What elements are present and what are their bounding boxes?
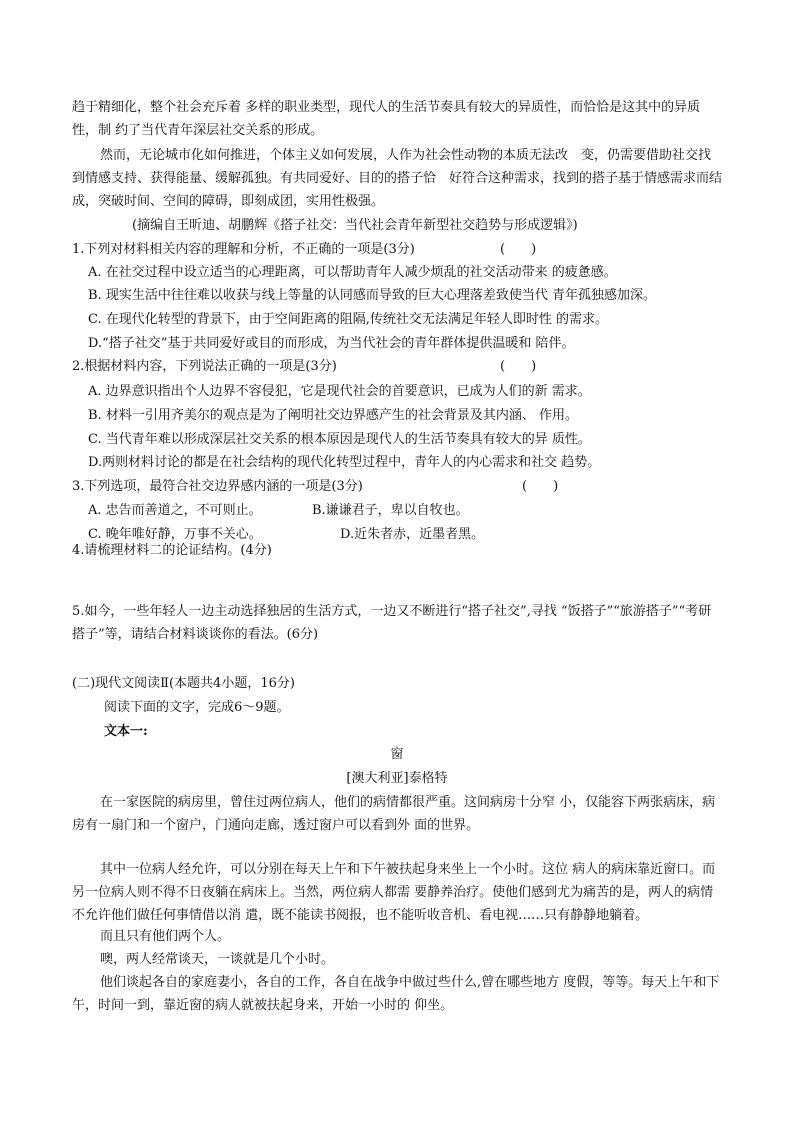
passage-paragraph: 然而，无论城市化如何推进，个体主义如何发展，人作为社会性动物的本质无法改 变，仍需要借助社交找到情感支持、获得能量、缓解孤独。有共同爱好、目的的搭子恰 好符合这种需求，找到的搭子基于情感需求而结成，突破时间、空间的障碍，即刻成团，实用性极强。 (72, 148, 723, 209)
question-3-answer-blank: ( ) (522, 479, 559, 494)
question-2-answer-blank: ( ) (500, 359, 537, 374)
question-1-option-b: B. 现实生活中往往难以收获与线上等量的认同感而导致的巨大心理落差致使当代 青年孤独感加深。 (88, 288, 656, 303)
story-paragraph: 其中一位病人经允许，可以分别在每天上午和下午被扶起身来坐上一个小时。这位 病人的病床靠近窗口。而另一位病人则不得不日夜躺在病床上。当然，两位病人都需 要静养治疗。使他们感到尤为痛苦的是，两人的病情不允许他们做任何事情借以消 遣，既不能读书阅报，也不能听收音机、看电视……只有静静地躺着。 (72, 862, 716, 923)
text-label: 文本一: (104, 724, 148, 739)
question-1-stem: 1.下列对材料相关内容的理解和分析，不正确的一项是(3分) (72, 242, 415, 257)
question-1-answer-blank: ( ) (500, 242, 537, 257)
story-author: [澳大利亚]泰格特 (346, 771, 448, 786)
question-3-option-d: D.近朱者赤，近墨者黑。 (340, 527, 485, 542)
question-3-option-c: C. 晚年唯好静，万事不关心。 (88, 527, 262, 542)
question-3-stem: 3.下列选项，最符合社交边界感内涵的一项是(3分) (72, 479, 363, 494)
story-paragraph: 噢，两人经常谈天，一谈就是几个小时。 (100, 952, 335, 967)
question-3-option-a: A. 忠告而善道之，不可则止。 (88, 503, 262, 518)
question-2-option-b: B. 材料一引用齐美尔的观点是为了阐明社交边界感产生的社会背景及其内涵、 作用。 (88, 408, 578, 423)
story-paragraph: 在一家医院的病房里，曾住过两位病人，他们的病情都很严重。这间病房十分窄 小，仅能容下两张病床，病房有一扇门和一个窗户，门通向走廊，透过窗户可以看到外 面的世界。 (72, 795, 716, 833)
question-2-option-c: C. 当代青年难以形成深层社交关系的根本原因是现代人的生活节奏具有较大的异 质性。 (88, 432, 591, 447)
question-1-option-c: C. 在现代化转型的背景下，由于空间距离的阻隔,传统社交无法满足年轻人即时性 的需求。 (88, 312, 609, 327)
question-1-option-a: A. 在社交过程中设立适当的心理距离，可以帮助青年人减少烦乱的社交活动带来 的疲惫感。 (88, 265, 617, 280)
reading-instruction: 阅读下面的文字，完成6～9题。 (104, 700, 290, 715)
question-1-option-d: D.“搭子社交”基于共同爱好或目的而形成，为当代社会的青年群体提供温暖和 陪伴。 (88, 336, 575, 351)
question-2-option-a: A. 边界意识指出个人边界不容侵犯，它是现代社会的首要意识，已成为人们的新 需求。 (88, 384, 591, 399)
question-4-stem: 4.请梳理材料二的论证结构。(4分) (72, 543, 272, 558)
question-2-stem: 2.根据材料内容，下列说法正确的一项是(3分) (72, 359, 337, 374)
question-5-stem: 5.如今，一些年轻人一边主动选择独居的生活方式，一边又不断进行“搭子社交”,寻找 “饭搭子”“旅游搭子”“考研搭子”等，请结合材料谈谈你的看法。(6分) (72, 604, 712, 642)
story-paragraph: 他们谈起各自的家庭妻小，各自的工作，各自在战争中做过些什么,曾在哪些地方 度假，等等。每天上午和下午，时间一到，靠近窗的病人就被扶起身来，开始一小时的 仰坐。 (72, 975, 720, 1013)
passage-paragraph: 趋于精细化，整个社会充斥着 多样的职业类型，现代人的生活节奏具有较大的异质性，而恰恰是这其中的异质性，制 约了当代青年深层社交关系的形成。 (72, 100, 701, 138)
section-heading: (二)现代文阅读Ⅱ(本题共4小题，16分) (72, 676, 295, 691)
story-title: 窗 (390, 747, 404, 762)
question-2-option-d: D.两则材料讨论的都是在社会结构的现代化转型过程中，青年人的内心需求和社交 趋势。 (88, 455, 601, 470)
question-3-option-b: B.谦谦君子，卑以自牧也。 (312, 503, 469, 518)
story-paragraph: 而且只有他们两个人。 (100, 929, 231, 944)
passage-source: (摘编自王昕迪、胡鹏辉《搭子社交：当代社会青年新型社交趋势与形成逻辑》) (132, 218, 578, 233)
